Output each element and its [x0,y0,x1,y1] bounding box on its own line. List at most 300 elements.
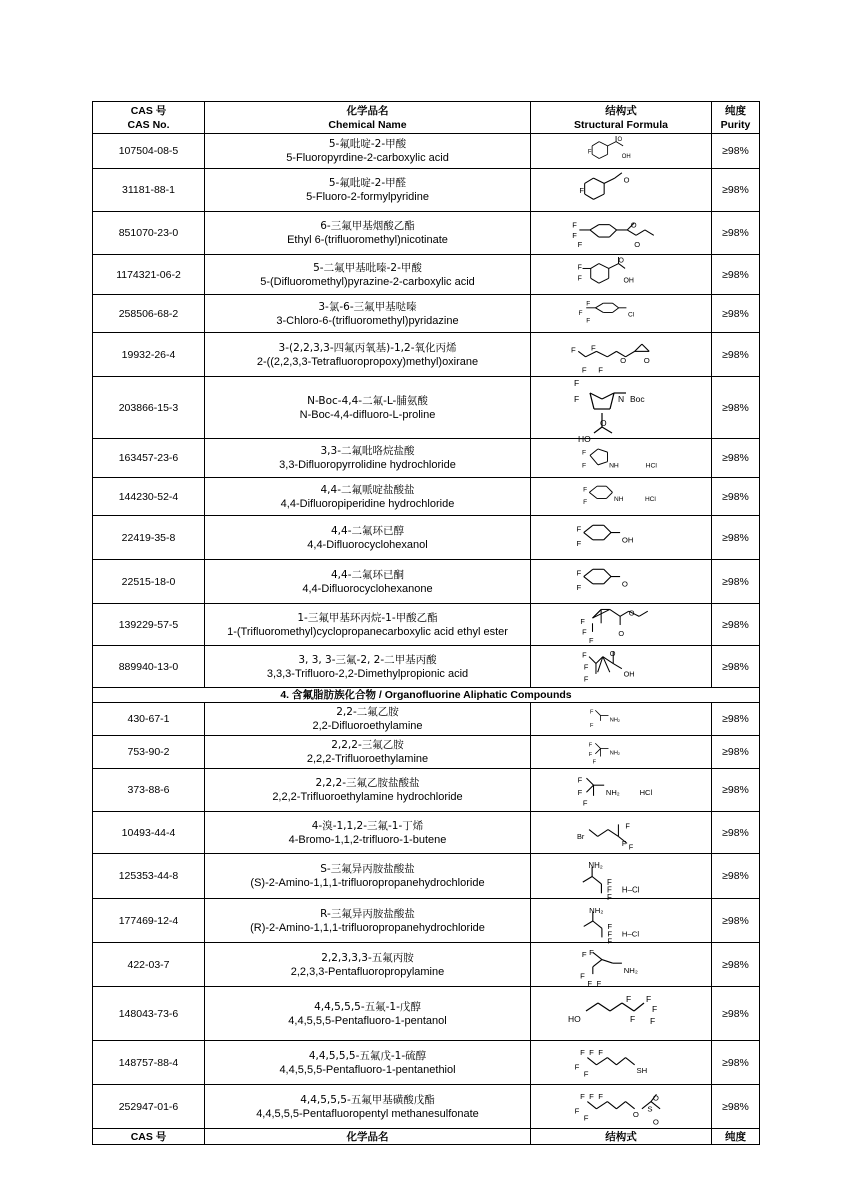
bond-line [609,263,619,268]
atom-label: H–Cl [621,928,640,938]
bond-line [586,785,593,792]
atom-label: NH [614,495,624,503]
chemical-name [205,899,531,943]
chemical-name-en: 2-((2,2,3,3-Tetrafluoropropoxy)methyl)oxirane [256,355,479,368]
atom-label: F [576,568,582,578]
chemical-name [205,295,531,333]
bond-line [594,178,605,183]
footer-cas: CAS 号 [93,1129,205,1145]
purity-value: ≥98% [712,987,760,1041]
bond-line [626,1101,635,1108]
structure-cell [531,854,712,902]
structure-cell [531,1041,712,1085]
cas-number: 139229-57-5 [93,604,205,646]
chemical-name [205,560,531,604]
chemical-name [205,703,531,736]
bond-line [592,154,599,158]
chemical-name-zh: 4,4-二氟哌啶盐酸盐 [320,483,415,496]
footer-structure: 结构式 [531,1129,712,1145]
purity-value: ≥98% [712,255,760,295]
atom-label: F [577,239,583,249]
atom-label: F [580,1047,585,1057]
atom-label: HCl [639,787,653,797]
bond-line [590,448,598,454]
cas-number: 422-03-7 [93,943,205,987]
atom-label: F [625,821,630,831]
bond-line [599,141,607,145]
table-row [93,516,760,560]
chemical-name [205,478,531,516]
structure-drawing [566,480,676,514]
bond-line [608,829,618,836]
structure-drawing [566,705,676,734]
atom-label: H–Cl [621,884,640,894]
structure-cell [531,899,712,946]
structure-cell [531,255,712,295]
atom-label: F [590,709,594,716]
table-row [93,212,760,255]
atom-label: HCl [644,495,656,503]
bond-line [585,178,594,183]
table-row [93,560,760,604]
header-cas-en: CAS No. [127,118,170,131]
atom-label: F [577,275,582,283]
bond-line [599,263,609,268]
chemical-name-zh: 3,3-二氟吡咯烷盐酸 [320,445,415,457]
chemical-name-en: 3,3,3-Trifluoro-2,2-Dimethylpropionic acid [266,667,469,680]
structure-drawing [566,335,676,375]
atom-label: OH [621,535,634,545]
chemical-name-zh: R-三氟异丙胺盐酸盐 [320,907,415,920]
table-row [93,703,760,736]
chemical-name-en: 2,2,3,3-Pentafluoropropylamine [290,965,445,978]
cas-number: 430-67-1 [93,703,205,736]
table-row [93,295,760,333]
header-row [93,102,760,134]
structure-drawing [566,297,676,331]
chemical-name-en: 5-Fluoro-2-formylpyridine [306,191,429,203]
bond-line [607,1101,616,1108]
atom-label: F [607,921,613,931]
chemical-name [205,333,531,377]
structure-drawing [566,648,676,686]
structure-drawing [566,989,676,1039]
chemical-name [205,377,531,439]
atom-label: F [582,461,587,469]
bond-line [590,224,599,229]
purity-value: ≥98% [712,295,760,333]
atom-label: F [582,627,587,636]
bond-line [596,307,604,312]
chemical-name-en: 2,2-Difluoroethylamine [312,720,423,732]
chemical-name [205,646,531,688]
bond-line [608,141,616,145]
chemical-name-en: 4,4-Difluorocyclohexanol [307,538,428,551]
chemical-name-en: 2,2,2-Trifluoroethylamine [306,753,429,765]
bond-line [626,351,635,356]
structure-cell [531,646,712,688]
bond-line [615,172,622,177]
atom-label: O [630,219,637,229]
atom-label: O [621,579,628,589]
atom-label: F [582,650,587,659]
atom-label: F [583,674,589,684]
bond-line [635,344,642,351]
chemical-name [205,169,531,212]
chemical-name-zh: 4,4,5,5,5-五氟-1-戊醇 [314,1000,421,1013]
purity-value: ≥98% [712,212,760,255]
atom-label: O [634,239,641,249]
atom-label: NH₂ [588,860,603,870]
structure-drawing [566,257,676,293]
atom-label: F [574,1061,580,1071]
bond-line [599,278,609,283]
bond-line [587,1101,596,1108]
bond-line [589,486,597,492]
bond-line [606,486,612,492]
structure-drawing [566,1087,676,1127]
bond-line [627,229,636,234]
cas-number: 22515-18-0 [93,560,205,604]
atom-label: O [652,1093,659,1103]
purity-value: ≥98% [712,169,760,212]
purity-value: ≥98% [712,1085,760,1129]
chemical-name-zh: 4,4-二氟环已醇 [331,524,404,537]
structure-cell [531,812,712,854]
chemical-name [205,516,531,560]
chemical-name-en: 4,4,5,5,5-Pentafluoro-1-pentanethiol [279,1063,456,1076]
atom-label: OH [623,276,634,284]
chemical-name-zh: 3, 3, 3-三氟-2, 2-二甲基丙酸 [298,653,437,666]
atom-label: O [600,417,607,428]
bond-line [596,303,604,308]
cas-number: 31181-88-1 [93,169,205,212]
purity-value: ≥98% [712,134,760,169]
structure-cell [531,943,712,987]
chemical-name-zh: S-三氟异丙胺盐酸盐 [320,863,415,875]
cas-number: 177469-12-4 [93,899,205,943]
chemical-name-zh: 4,4-二氟环已酮 [331,568,404,581]
table-row [93,1085,760,1129]
bond-line [636,229,645,234]
structure-drawing [566,856,676,902]
atom-label: F [583,662,589,672]
footer-purity: 纯度 [712,1129,760,1145]
cas-number: 163457-23-6 [93,439,205,478]
chemical-name-en: 2,2,2-Trifluoroethylamine hydrochloride [272,791,463,803]
purity-value: ≥98% [712,854,760,899]
atom-label: F [586,300,591,307]
bond-line [590,455,598,465]
table-row [93,987,760,1041]
atom-label: O [623,175,630,185]
cas-number: 258506-68-2 [93,295,205,333]
atom-label: NH₂ [609,716,621,723]
structure-drawing [566,171,676,210]
bond-line [592,876,601,883]
atom-label: F [581,949,587,959]
atom-label: F [572,219,577,229]
purity-value: ≥98% [712,703,760,736]
atom-label: F [580,971,585,981]
atom-label: SH [636,1065,648,1075]
atom-label: OH [623,669,635,678]
atom-label: NH [609,461,619,469]
chemical-name [205,439,531,478]
bond-line [595,748,600,753]
bond-line [596,1057,607,1064]
chemical-name-zh: 4,4,5,5,5-五氟甲基磺酸戊酯 [300,1093,435,1106]
chemical-name [205,604,531,646]
atom-label: F [590,722,594,729]
bond-line [591,278,599,283]
atom-label: O [628,608,635,617]
structure-cell [531,333,712,377]
bond-line [610,1003,622,1011]
header-structure-zh: 结构式 [605,104,637,117]
bond-line [610,609,620,616]
cas-number: 107504-08-5 [93,134,205,169]
cas-number: 125353-44-8 [93,854,205,899]
cas-number: 252947-01-6 [93,1085,205,1129]
bond-line [616,1057,625,1064]
chemical-name-zh: N-Boc-4,4-二氟-L-脯氨酸 [307,394,428,407]
atom-label: O [618,257,624,265]
table-row [93,478,760,516]
atom-label: F [580,616,585,626]
cas-number: 889940-13-0 [93,646,205,688]
chemical-name-zh: 1-三氟甲基环丙烷-1-甲酸乙酯 [297,611,438,624]
table-row [93,439,760,478]
bond-line [604,525,611,532]
atom-label: F [576,582,582,592]
table-row [93,899,760,943]
atom-label: F [583,1113,589,1123]
atom-label: F [598,1047,603,1057]
bond-line [622,1003,634,1011]
atom-label: F [583,1069,589,1079]
header-name [205,102,531,134]
bond-line [598,461,608,464]
cas-number: 144230-52-4 [93,478,205,516]
atom-label: F [607,884,612,894]
chemical-name-en: 3,3-Difluoropyrrolidine hydrochloride [279,459,456,471]
atom-label: F [587,978,593,988]
chemical-name-zh: 2,2,2-三氟乙胺盐酸盐 [315,777,420,789]
bond-line [607,1057,616,1064]
bond-line [620,611,629,616]
header-purity-zh: 纯度 [725,104,746,117]
bond-line [626,1057,635,1064]
cas-number: 148043-73-6 [93,987,205,1041]
atom-label: F [589,947,594,957]
purity-value: ≥98% [712,943,760,987]
chemical-name-en: 5-Fluoropyrdine-2-carboxylic acid [286,152,449,164]
atom-label: O [618,628,625,638]
atom-label: F [591,342,596,352]
chemical-name-zh: 2,2,3,3,3-五氟丙胺 [321,951,414,964]
structure-drawing [566,562,676,602]
footer-name: 化学品名 [205,1129,531,1145]
atom-label: NH₂ [605,787,620,797]
chemical-name-zh: 2,2-二氟乙胺 [336,706,399,718]
chemical-name [205,987,531,1041]
atom-label: F [574,377,580,388]
atom-label: F [577,775,583,785]
cas-number: 1174321-06-2 [93,255,205,295]
bond-line [595,710,600,715]
bond-line [598,448,608,451]
atom-label: O [643,355,650,365]
bond-line [590,393,594,409]
purity-value: ≥98% [712,899,760,943]
bond-line [586,778,593,785]
bond-line [602,959,613,963]
chemical-name-en: 4,4-Difluoropiperidine hydrochloride [280,497,455,510]
purity-value: ≥98% [712,478,760,516]
atom-label: HO [568,1013,581,1024]
chemical-name [205,1041,531,1085]
chemical-name-zh: 5-氟吡啶-2-甲酸 [328,138,407,150]
header-name-zh: 化学品名 [346,104,389,117]
chemical-name-zh: 5-氟吡啶-2-甲醛 [328,177,407,189]
structure-drawing [566,901,676,946]
cas-number: 22419-35-8 [93,516,205,560]
purity-value: ≥98% [712,604,760,646]
atom-label: F [587,149,592,156]
bond-line [595,743,600,748]
atom-label: F [607,877,612,887]
bond-line [589,656,596,663]
atom-label: Br [576,831,585,841]
bond-line [604,178,615,183]
chemical-name [205,736,531,769]
bond-line [584,921,593,926]
purity-value: ≥98% [712,769,760,812]
atom-label: O [632,1109,639,1119]
header-structure [531,102,712,134]
atom-label: HO [578,433,591,444]
bond-line [584,525,593,532]
bond-line [604,569,611,576]
chemical-name-en: 4,4-Difluorocyclohexanone [302,582,433,595]
bond-line [578,351,585,356]
atom-label: F [598,364,603,374]
purity-value: ≥98% [712,333,760,377]
structure-drawing [566,214,676,253]
bond-line [585,194,594,199]
atom-label: Boc [630,393,645,404]
chemical-name [205,212,531,255]
purity-value: ≥98% [712,377,760,439]
chemical-name [205,812,531,854]
atom-label: F [607,892,612,902]
atom-label: F [576,538,582,548]
bond-line [589,829,598,836]
structure-cell [531,295,712,333]
cas-number: 148757-88-4 [93,1041,205,1085]
footer-row [93,1129,760,1145]
structure-cell [531,134,712,169]
atom-label: Cl [627,310,635,318]
table-row [93,333,760,377]
bond-line [594,194,605,199]
atom-label: F [579,185,584,195]
chemical-name-en: 4-Bromo-1,1,2-trifluoro-1-butene [288,833,447,846]
purity-value: ≥98% [712,646,760,688]
bond-line [596,1101,607,1108]
purity-value: ≥98% [712,516,760,560]
chemical-name-zh: 4,4,5,5,5-五氟戊-1-硫醇 [308,1049,427,1062]
structure-cell [531,736,712,769]
bond-line [604,532,611,539]
atom-label: F [577,263,582,271]
atom-label: O [620,355,627,365]
atom-label: F [589,635,594,645]
bond-line [583,876,592,882]
atom-label: F [582,798,588,808]
atom-label: F [650,1015,656,1026]
bond-line [610,393,614,409]
structure-drawing [566,1043,676,1083]
atom-label: F [607,928,613,938]
atom-label: F [588,751,593,758]
bond-line [616,1101,625,1108]
structure-cell [531,1085,712,1129]
atom-label: F [652,1003,658,1014]
table-row [93,604,760,646]
atom-label: F [598,1091,603,1101]
structure-cell [531,987,712,1041]
header-structure-en: Structural Formula [574,118,668,131]
bond-line [604,576,611,583]
bond-line [593,921,602,928]
table-row [93,377,760,439]
atom-label: F [646,993,652,1004]
bond-line [593,609,602,618]
bond-line [592,141,599,145]
structure-drawing [566,377,676,444]
bond-line [599,154,607,158]
bond-line [613,663,622,668]
atom-label: F [577,787,583,797]
structure-cell [531,769,712,812]
bond-line [613,303,619,308]
table-row [93,169,760,212]
table-row [93,943,760,987]
atom-label: F [588,742,593,749]
atom-label: F [607,936,613,946]
bond-line [598,1003,610,1011]
bond-line [593,952,602,959]
atom-label: O [609,648,616,658]
atom-label: F [580,1091,585,1101]
bond-line [596,351,607,356]
bond-line [609,224,616,229]
header-cas-zh: CAS 号 [130,104,167,117]
bond-line [586,1003,598,1011]
atom-label: F [578,309,583,317]
structure-cell [531,703,712,736]
bond-line [593,959,602,966]
purity-value: ≥98% [712,439,760,478]
bond-line [584,532,593,539]
header-cas [93,102,205,134]
atom-label: F [583,498,588,506]
atom-label: F [581,364,587,374]
purity-value: ≥98% [712,560,760,604]
bond-line [591,263,599,268]
